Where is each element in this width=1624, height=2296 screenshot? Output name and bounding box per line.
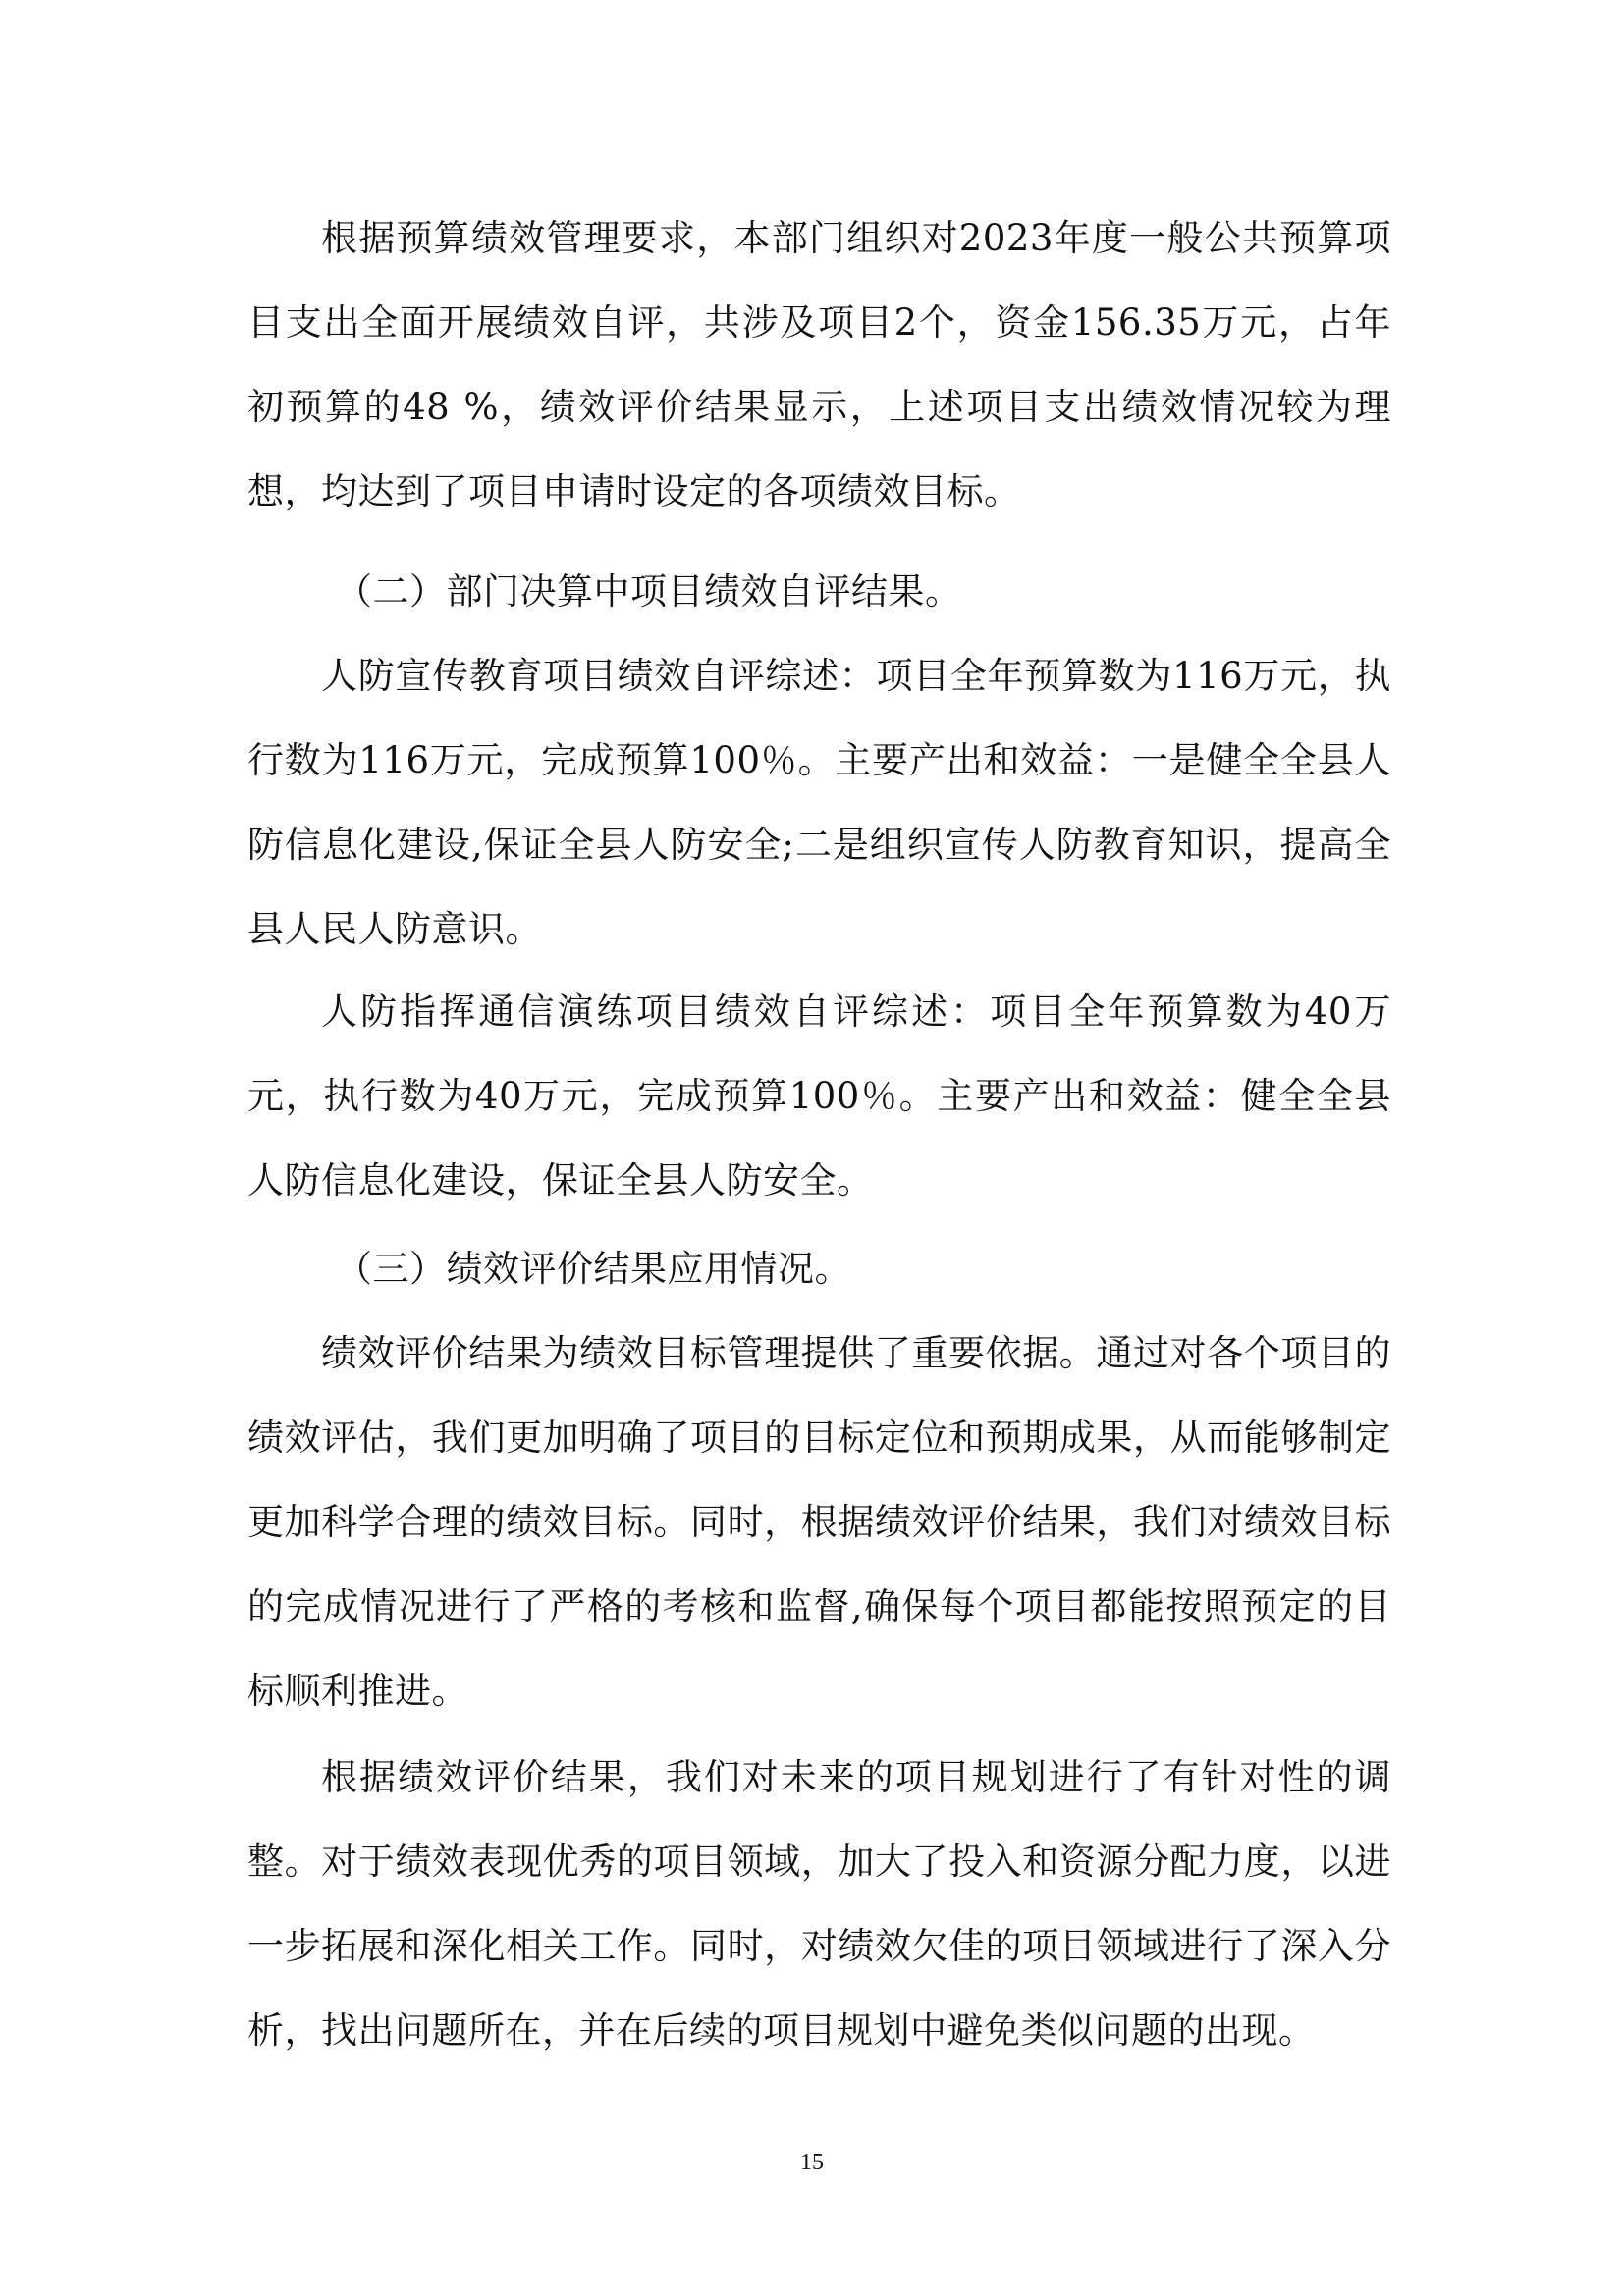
paragraph-education-project: 人防宣传教育项目绩效自评综述：项目全年预算数为116万元，执行数为116万元，完成预算100％。主要产出和效益：一是健全全县人防信息化建设,保证全县人防安全;二是组织宣传人防教育知识，提高全县人民人防意识。 — [247, 655, 1391, 950]
section-heading-2: （二）部门决算中项目绩效自评结果。 — [336, 570, 962, 613]
paragraph-communication-drill-project: 人防指挥通信演练项目绩效自评综述：项目全年预算数为40万元，执行数为40万元，完成预算100％。主要产出和效益：健全全县人防信息化建设，保证全县人防安全。 — [247, 990, 1391, 1201]
page-number: 15 — [800, 2150, 824, 2175]
paragraph-results-application: 绩效评价结果为绩效目标管理提供了重要依据。通过对各个项目的绩效评估，我们更加明确了项目的目标定位和预期成果，从而能够制定更加科学合理的绩效目标。同时，根据绩效评价结果，我们对绩效目标的完成情况进行了严格的考核和监督,确保每个项目都能按照预定的目标顺利推进。 — [247, 1332, 1391, 1712]
paragraph-future-planning: 根据绩效评价结果，我们对未来的项目规划进行了有针对性的调整。对于绩效表现优秀的项目领域，加大了投入和资源分配力度，以进一步拓展和深化相关工作。同时，对绩效欠佳的项目领域进行了深入分析，找出问题所在，并在后续的项目规划中避免类似问题的出现。 — [247, 1756, 1391, 2052]
section-heading-3: （三）绩效评价结果应用情况。 — [336, 1248, 851, 1290]
paragraph-budget-self-evaluation: 根据预算绩效管理要求，本部门组织对2023年度一般公共预算项目支出全面开展绩效自评，共涉及项目2个，资金156.35万元，占年初预算的48 %，绩效评价结果显示，上述项目支出绩效情况较为理想，均达到了项目申请时设定的各项绩效目标。 — [247, 217, 1391, 512]
